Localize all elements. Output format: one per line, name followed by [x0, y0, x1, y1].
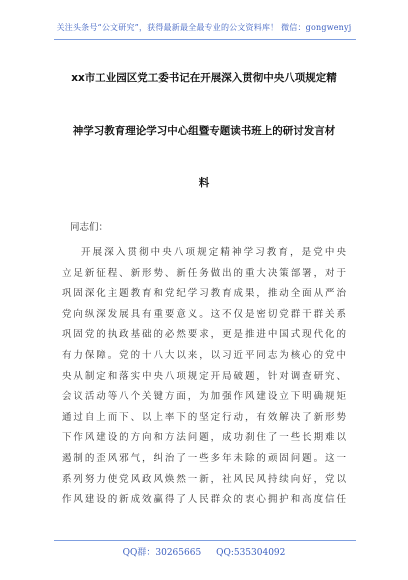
body-line: 央从制定和落实中央八项规定开局破题，针对调查研究、 — [62, 370, 346, 382]
body-line: 有力保障。党的十八大以来，以习近平同志为核心的党中 — [62, 349, 346, 361]
body-line: 党向纵深发展具有重要意义。这不仅是密切党群干群关系 — [62, 308, 346, 320]
body-line: 立足新征程、新形势、新任务做出的重大决策部署，对于 — [62, 267, 346, 279]
body-line: 系列努力使党风政风焕然一新，社风民风持续向好，党以 — [62, 473, 346, 485]
footer — [0, 545, 408, 558]
body-line: 巩固深化主题教育和党纪学习教育成果，推动全面从严治 — [62, 288, 346, 300]
body-line: 通过自上而下、以上率下的坚定行动，有效解决了新形势 — [62, 411, 346, 423]
title-line-1: xx市工业园区党工委书记在开展深入贯彻中央八项规定精 — [71, 72, 337, 84]
body-line: 巩固党的执政基础的必然要求，更是推进中国式现代化的 — [62, 329, 346, 341]
title-line-2: 神学习教育理论学习中心组暨专题读书班上的研讨发言材 — [72, 125, 336, 137]
header-rule — [54, 39, 356, 40]
footer-qq-number: QQ:535304092 — [216, 548, 286, 558]
body-line: 会议活动等八个关键方面，为加强作风建设立下明确规矩 — [62, 391, 346, 403]
body-line: 遏制的歪风邪气，纠治了一些多年未除的顽固问题。这一 — [62, 452, 346, 464]
body-line: 下作风建设的方向和方法问题，成功刹住了一些长期难以 — [62, 432, 346, 444]
body-paragraph — [62, 243, 346, 511]
body-line: 开展深入贯彻中央八项规定精神学习教育，是党中央 — [81, 247, 346, 258]
body-line: 作风建设的新成效赢得了人民群众的衷心拥护和高度信任 — [62, 494, 346, 506]
header-banner: 关注头条号“公文研究”，获得最新最全最专业的公文资料库！ 微信：gongwenyj — [56, 23, 352, 32]
footer-rule — [54, 540, 356, 541]
greeting: 同志们： — [70, 222, 109, 233]
title-line-3: 料 — [198, 177, 210, 189]
footer-qq-group: QQ群：30265665 — [122, 548, 202, 558]
